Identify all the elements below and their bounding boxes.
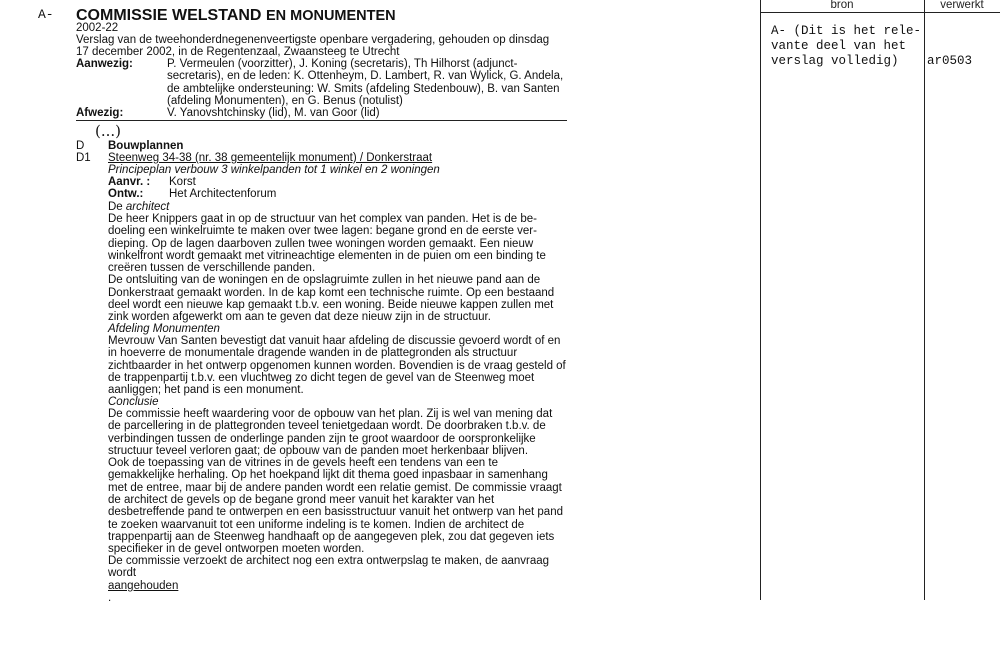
table-header-divider (760, 12, 1000, 13)
text-line: trappenpartij aan de Steenweg handhaaft op de aangegeven plek, zou dat gegeven iets (108, 530, 555, 543)
text-line: aanliggen; het pand is een monument. (108, 384, 304, 397)
conclusie-heading: Conclusie (108, 396, 159, 408)
architect-heading-prefix: De (108, 201, 126, 213)
present-list (167, 58, 563, 107)
text-line: De commissie heeft waardering voor de opbouw van het plan. Zij is wel van mening dat (108, 408, 553, 420)
present-line: de ambtelijke ondersteuning: W. Smits (afdeling Stedenbouw), B. van Santen (167, 82, 560, 95)
text-line: doeling een winkelruimte te maken over twee lagen: begane grond en de eerste ver- (108, 225, 537, 238)
architect-heading-em: architect (125, 201, 170, 213)
table-column-divider (924, 0, 925, 600)
section-letter: D (76, 140, 85, 152)
present-line: P. Vermeulen (voorzitter), J. Koning (secretaris), Th Hilhorst (adjunct- (167, 58, 518, 70)
text-line: Ook de toepassing van de vitrines in de gevels heeft een tendens van een te (108, 457, 498, 470)
text-line: de architect de gevels op de begane grond meer vanuit het karakter van het (108, 494, 495, 507)
text-line: creëren tussen de verschillende panden. (108, 262, 316, 275)
bron-line: verslag volledig) (771, 54, 899, 68)
verwerkt-value: ar0503 (927, 54, 973, 68)
applicant-label: Aanvr. : (108, 176, 151, 188)
bron-note (771, 24, 921, 69)
decision-aangehouden: aangehouden (108, 579, 179, 592)
text-line: in hoeverre de monumentale dragende wanden in de plattegronden als structuur (108, 347, 518, 360)
architect-heading (108, 201, 169, 213)
text-line: zink worden afgewerkt om aan te geven dat deze nieuw zijn in de structuur. (108, 311, 491, 324)
section-title: Bouwplannen (108, 140, 184, 152)
subtitle-line: 17 december 2002, in de Regentenzaal, Zwaansteeg te Utrecht (76, 46, 400, 59)
text-line: De commissie verzoekt de architect nog een extra ontwerpslag te maken, de aanvraag (108, 555, 550, 567)
year: 2002-22 (76, 22, 119, 34)
text-line: dieping. Op de lagen daarboven zullen twee woningen worden gemaakt. Een nieuw (108, 237, 534, 250)
text-line: met de entree, maar bij de andere panden wordt een relatie gemist. De commissie vraagt (108, 481, 562, 494)
item-code: D1 (76, 152, 91, 164)
text-line: de parcellering in de plattegronden teveel tenietgedaan wordt. De doorbraken t.b.v. de (108, 420, 546, 433)
text-line: Donkerstraat gemaakt worden. In de kap komt een technische ruimte. Op een bestaand (108, 286, 555, 299)
designer-value: Het Architectenforum (169, 188, 277, 200)
title-part2: EN MONUMENTEN (265, 8, 396, 24)
text-line: structuur teveel verloren gaat; de opbouw van de panden moet herkenbaar blijven. (108, 444, 529, 457)
text-line: verbindingen tussen de onderlinge panden zijn te groot waardoor de oorspronkelijke (108, 432, 536, 445)
monumenten-heading: Afdeling Monumenten (108, 323, 220, 335)
handwritten-ellipsis: (...) (95, 122, 122, 140)
final-paragraph (108, 555, 549, 604)
text-line: winkelfront wordt gemaakt met vitrineachtige elementen in de puien om een binding te (108, 249, 546, 262)
absent-label: Afwezig: (76, 107, 124, 119)
title-part1: COMMISSIE WELSTAND (76, 7, 262, 24)
subtitle-line: Verslag van de tweehonderdnegenenveertigste openbare vergadering, gehouden op dinsdag (76, 34, 550, 46)
text-line: deel wordt een nieuwe kap gemaakt t.b.v. een woning. Beide nieuwe kappen zullen met (108, 299, 554, 312)
margin-mark: A- (38, 7, 54, 22)
architect-paragraph (108, 213, 554, 324)
bron-line: vante deel van het (771, 39, 907, 53)
text-line: de trappenpartij t.b.v. een vluchtweg zo dicht tegen de gevel van de Steenweg moet (108, 371, 535, 384)
final-line (108, 567, 549, 604)
column-header-bron: bron (830, 0, 854, 11)
table-left-border (760, 0, 761, 600)
designer-label: Ontw.: (108, 188, 144, 200)
text-line: te zoeken waarvanuit tot een uniforme indeling is te komen. Indien de architect de (108, 518, 525, 531)
conclusie-paragraph (108, 408, 563, 556)
text-line: desbetreffende pand te ontwerpen en een basisstructuur vanuit het ontwerp van het pand (108, 506, 563, 519)
document-title (76, 7, 396, 25)
text-line: specifieker in de gevel ontworpen moeten worden. (108, 543, 365, 556)
meeting-subtitle (76, 34, 549, 59)
present-line: (afdeling Monumenten), en G. Benus (notulist) (167, 94, 403, 107)
item-title: Steenweg 34-38 (nr. 38 gemeentelijk monument) / Donkerstraat (108, 152, 433, 164)
applicant-value: Korst (169, 176, 196, 188)
present-line: secretaris), en de leden: K. Ottenheym, D. Lambert, R. van Wylick, G. Andela, (167, 70, 564, 83)
text-line: zichtbaarder in het ontwerp opgenomen kunnen worden. Bovendien is de vraag gesteld of (108, 359, 566, 372)
present-label: Aanwezig: (76, 58, 133, 70)
bron-line: A- (Dit is het rele- (771, 24, 922, 38)
header-divider (76, 120, 567, 121)
final-suffix: . (108, 591, 112, 604)
item-subtitle: Principeplan verbouw 3 winkelpanden tot 1 winkel en 2 woningen (108, 164, 440, 176)
column-header-verwerkt: verwerkt (940, 0, 984, 11)
text-line: De ontsluiting van de woningen en de opslagruimte zullen in het nieuwe pand aan de (108, 274, 541, 287)
text-line: gemakkelijke herhaling. Op het hoekpand lijkt dit thema goed inpasbaar in samenhang (108, 469, 548, 482)
monumenten-paragraph (108, 335, 566, 396)
final-prefix: wordt (108, 567, 137, 580)
text-line: Mevrouw Van Santen bevestigt dat vanuit haar afdeling de discussie gevoerd wordt of en (108, 335, 561, 347)
text-line: De heer Knippers gaat in op de structuur van het complex van panden. Het is de be- (108, 213, 537, 225)
absent-list: V. Yanovshtchinsky (lid), M. van Goor (lid) (167, 107, 380, 119)
